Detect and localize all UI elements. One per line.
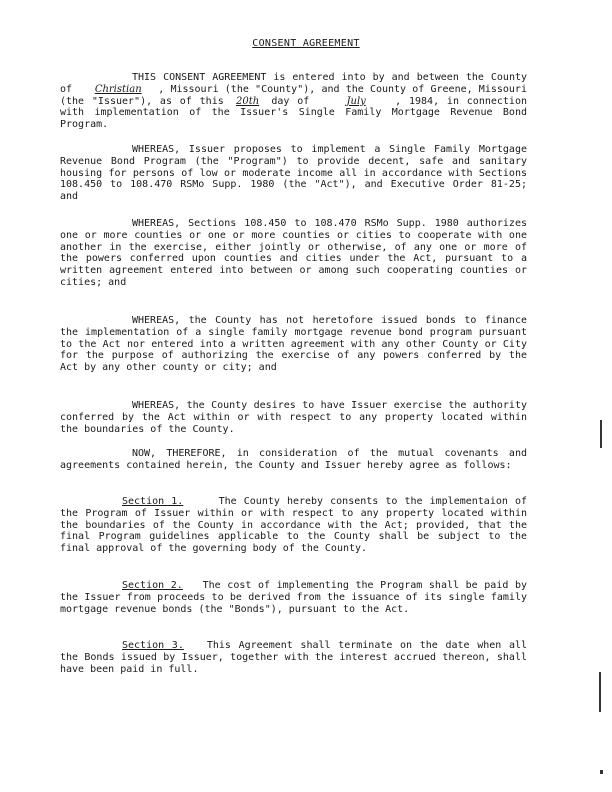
day-fill: 20th	[235, 95, 260, 107]
whereas-text-3: WHEREAS, the County has not heretofore issued bonds to finance the implementation of a single family mortgage revenue bond program pursuant to the Act nor entered into a written agreement with any other County or City for the purpose of authorizing the exercise of any powers conferred by the Act by any other county or city; and	[60, 315, 527, 374]
scan-edge-mark	[600, 770, 603, 774]
whereas-text-4: WHEREAS, the County desires to have Issuer exercise the authority conferred by the Act within or with respect to any property located within the boundaries of the County.	[60, 400, 527, 435]
intro-text-1: THIS CONSENT AGREEMENT is entered into by and between the County of	[60, 72, 527, 95]
whereas-paragraph-2	[60, 218, 527, 289]
scan-edge-mark	[600, 420, 602, 448]
intro-text-2: , Missouri (the "County"), and the County of Greene, Missouri (the "Issuer"), as of this	[60, 83, 527, 107]
section-3-heading: Section 3.	[122, 640, 184, 651]
now-therefore-paragraph	[60, 448, 527, 472]
whereas-paragraph-3	[60, 315, 527, 374]
now-therefore-text: NOW, THEREFORE, in consideration of the mutual covenants and agreements contained herein, the County and Issuer hereby agree as follows:	[60, 448, 527, 471]
whereas-text-1: WHEREAS, Issuer proposes to implement a Single Family Mortgage Revenue Bond Program (the "Program") to provide decent, safe and sanitary housing for persons of low or moderate income all in accordance with Sections 108.450 to 108.470 RSMo Supp. 1980 (the "Act"), and Executive Order 81-25; and	[60, 144, 527, 203]
scan-edge-mark	[599, 672, 601, 712]
section-2	[60, 580, 527, 615]
whereas-paragraph-4	[60, 400, 527, 435]
section-2-heading: Section 2.	[122, 580, 183, 591]
section-1-heading: Section 1.	[122, 496, 184, 507]
document-title: CONSENT AGREEMENT	[252, 38, 360, 49]
section-3	[60, 640, 527, 675]
whereas-paragraph-1	[60, 144, 527, 203]
intro-paragraph	[60, 72, 527, 131]
section-2-text: The cost of implementing the Program shall be paid by the Issuer from proceeds to be derived from the issuance of its single family mortgage revenue bonds (the "Bonds"), pursuant to the Act.	[60, 580, 527, 615]
intro-text-4: , 1984, in connection with implementation of the Issuer's Single Family Mortgage Revenue Bond Program.	[60, 95, 527, 131]
section-3-text: This Agreement shall terminate on the date when all the Bonds issued by Issuer, together with the interest accrued thereon, shall have been paid in full.	[60, 640, 528, 675]
whereas-text-2: WHEREAS, Sections 108.450 to 108.470 RSMo Supp. 1980 authorizes one or more counties or one or more counties or cities to cooperate with one another in the exercise, either jointly or otherwise, of any one or more of the powers conferred upon counties and cities under the Act, pursuant to a written agreement entered into between or among such cooperating counties or cities; and	[60, 218, 527, 288]
month-fill: July	[346, 95, 366, 107]
section-1-text: The County hereby consents to the implementaion of the Program of Issuer within or with respect to any property located within the boundaries of the County in accordance with the Act; provided, that the final Program guidelines applicable to the County shall be subject to the final approval of the governing body of the County.	[60, 496, 527, 555]
county-name-fill: Christian	[94, 83, 142, 95]
section-1	[60, 496, 527, 555]
intro-text-3: day of	[271, 95, 310, 107]
